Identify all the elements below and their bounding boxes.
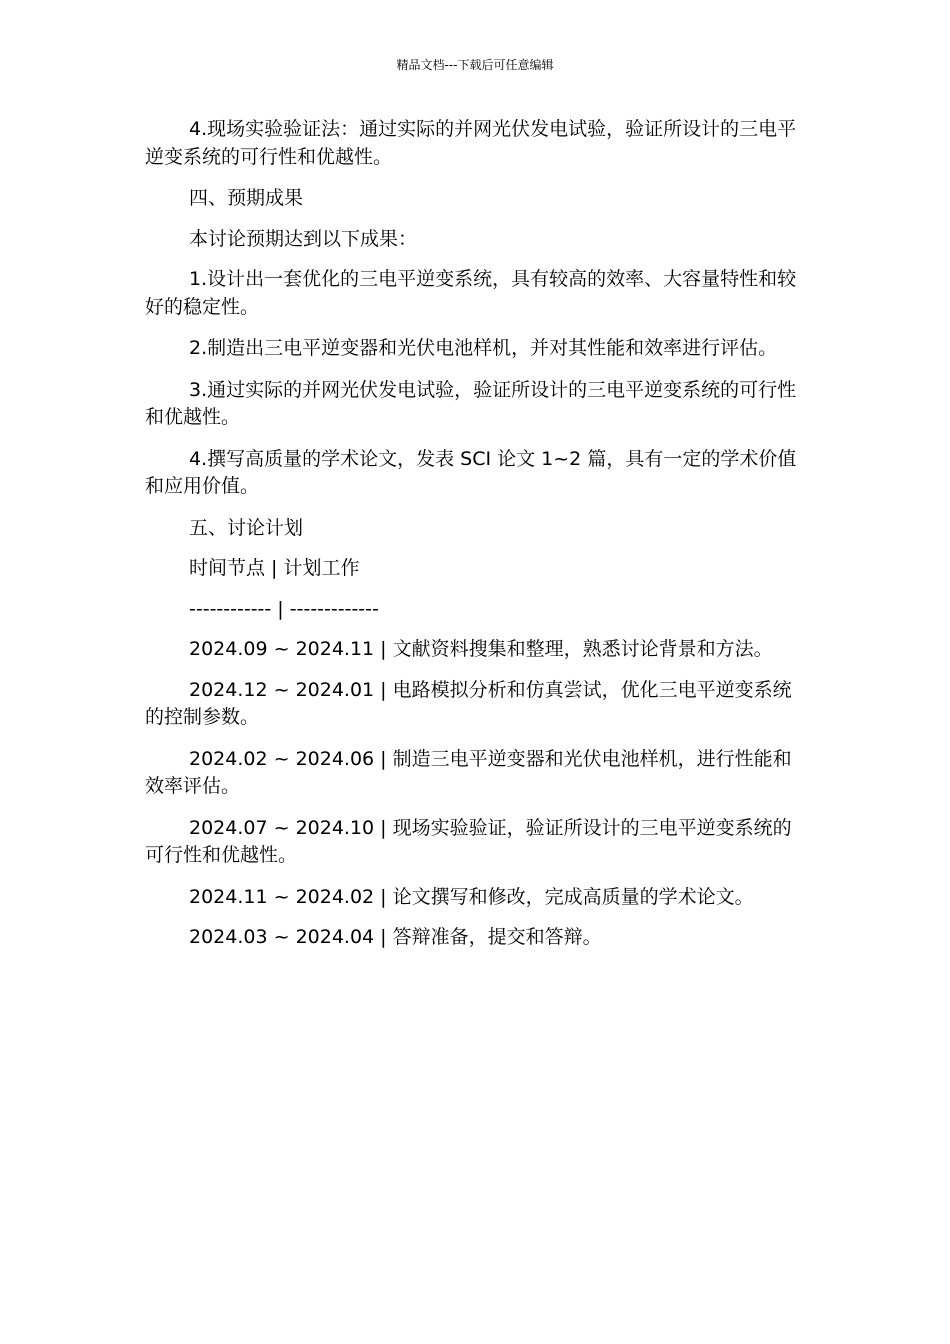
paragraph-method-4: 4.现场实验验证法：通过实际的并网光伏发电试验，验证所设计的三电平逆变系统的可行性和优越性。 [145, 118, 797, 168]
plan-row-4: 2024.07 ~ 2024.10 | 现场实验验证，验证所设计的三电平逆变系统的可行性和优越性。 [145, 816, 792, 866]
page-header: 精品文档---下载后可任意编辑 [396, 58, 554, 72]
paragraph-result-3: 3.通过实际的并网光伏发电试验，验证所设计的三电平逆变系统的可行性和优越性。 [145, 378, 797, 428]
paragraph-result-1: 1.设计出一套优化的三电平逆变系统，具有较高的效率、大容量特性和较好的稳定性。 [145, 268, 797, 318]
section-heading-plan: 五、讨论计划 [189, 516, 304, 539]
document-body [145, 116, 810, 965]
paragraph-results-intro: 本讨论预期达到以下成果： [189, 227, 418, 250]
plan-row-3: 2024.02 ~ 2024.06 | 制造三电平逆变器和光伏电池样机，进行性能和效率评估。 [145, 747, 792, 797]
plan-table-separator: ------------ | ------------- [189, 597, 379, 620]
plan-row-1: 2024.09 ~ 2024.11 | 文献资料搜集和整理，熟悉讨论背景和方法。 [189, 638, 773, 660]
plan-row-5: 2024.11 ~ 2024.02 | 论文撰写和修改，完成高质量的学术论文。 [189, 885, 754, 908]
plan-row-2: 2024.12 ~ 2024.01 | 电路模拟分析和仿真尝试，优化三电平逆变系统的控制参数。 [145, 678, 792, 728]
section-heading-expected-results: 四、预期成果 [189, 187, 304, 209]
paragraph-result-4: 4.撰写高质量的学术论文，发表 SCI 论文 1~2 篇，具有一定的学术价值和应用价值。 [145, 447, 797, 497]
plan-row-6: 2024.03 ~ 2024.04 | 答辩准备，提交和答辩。 [189, 926, 602, 948]
paragraph-result-2: 2.制造出三电平逆变器和光伏电池样机，并对其性能和效率进行评估。 [189, 337, 778, 359]
plan-table-header: 时间节点 | 计划工作 [189, 557, 360, 579]
